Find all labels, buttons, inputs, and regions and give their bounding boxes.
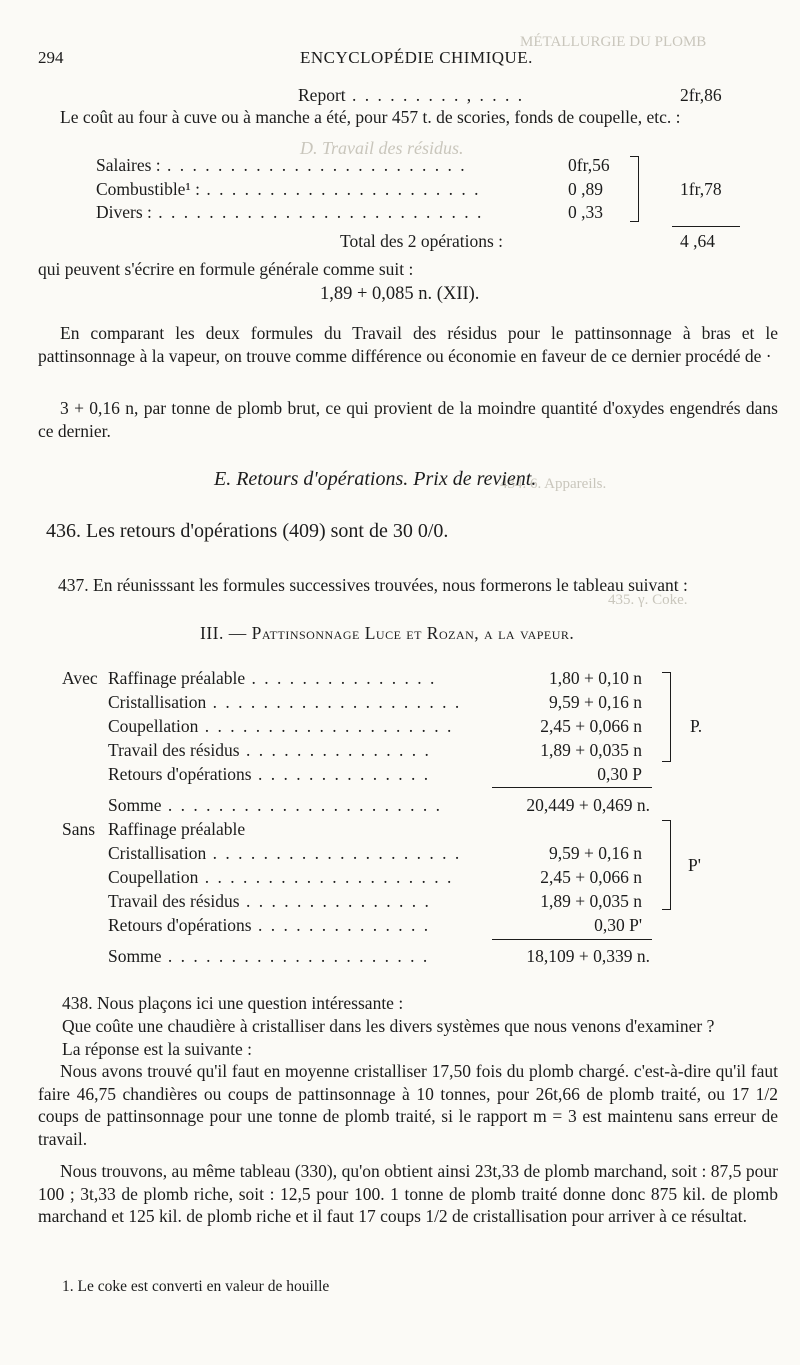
table-row-value: 1,80 + 0,10 n bbox=[549, 668, 642, 688]
table-row-label: Retours d'opérations . . . . . . . . . . . . . . bbox=[108, 764, 431, 784]
without-brace-label: P' bbox=[688, 855, 701, 875]
without-header: Raffinage préalable bbox=[108, 819, 246, 839]
table-row-label: Raffinage préalable . . . . . . . . . . . . . . . bbox=[108, 668, 437, 688]
table-row-value: 1,89 + 0,035 n bbox=[540, 740, 642, 760]
cost-label-combustible: Combustible¹ : . . . . . . . . . . . . . . . . . . . . . . bbox=[96, 179, 481, 199]
paragraph-plomb-marchand: Nous trouvons, au même tableau (330), qu'on obtient ainsi 23t,33 de plomb marchand, soit : 87,5 pour 100 ; 3t,33 de plomb riche, soit : 12,5 pour 100. 1 tonne de plomb traité donne donc 875 kil. de plomb marchand et 125 kil. de plomb riche et il faut 17 coups 1/2 de cristallisation pour arriver à ce résultat. bbox=[38, 1161, 778, 1226]
report-value: 2fr,86 bbox=[680, 85, 722, 105]
table-row-label: Coupellation . . . . . . . . . . . . . . . . . . . . bbox=[108, 716, 454, 736]
table-row-value: 9,59 + 0,16 n bbox=[549, 843, 642, 863]
total-value: 4 ,64 bbox=[680, 231, 715, 251]
without-sum-label: Somme . . . . . . . . . . . . . . . . . . . . . bbox=[108, 946, 430, 966]
without-brace bbox=[662, 820, 671, 910]
table-row-label: Travail des résidus . . . . . . . . . . . . . . . bbox=[108, 891, 431, 911]
footnote: 1. Le coke est converti en valeur de houille bbox=[62, 1278, 330, 1295]
total-label: Total des 2 opérations : bbox=[340, 231, 504, 251]
total-rule bbox=[672, 226, 740, 227]
table-row-value: 2,45 + 0,066 n bbox=[540, 867, 642, 887]
table-row-label: Cristallisation . . . . . . . . . . . . . . . . . . . . bbox=[108, 843, 462, 863]
formula-intro: qui peuvent s'écrire en formule générale comme suit : bbox=[38, 259, 414, 279]
without-prefix: Sans bbox=[62, 819, 96, 839]
costs-brace-value: 1fr,78 bbox=[680, 179, 722, 199]
paragraph-437: 437. En réunisssant les formules successives trouvées, nous formerons le tableau suivant : bbox=[58, 575, 688, 595]
bleed-through-text: 434. 6. Appareils. bbox=[500, 476, 607, 492]
with-sum-rule bbox=[492, 787, 652, 788]
cost-value-combustible: 0 ,89 bbox=[568, 179, 603, 199]
with-brace-label: P. bbox=[690, 716, 703, 736]
table-row-value: 0,30 P' bbox=[594, 915, 642, 935]
without-sum-value: 18,109 + 0,339 n. bbox=[526, 946, 650, 966]
comparison-result: 3 + 0,16 n, par tonne de plomb brut, ce qui provient de la moindre quantité d'oxydes engendrés dans ce dernier. bbox=[38, 398, 778, 441]
table-row-value: 2,45 + 0,066 n bbox=[540, 716, 642, 736]
table-row-label: Cristallisation . . . . . . . . . . . . . . . . . . . . bbox=[108, 692, 462, 712]
comparison-paragraph: En comparant les deux formules du Travail des résidus pour le pattinsonnage à bras et le pattinsonnage à la vapeur, on trouve comme différence ou économie en faveur de ce dernier procédé de · bbox=[38, 323, 778, 366]
answer-intro: La réponse est la suivante : bbox=[62, 1039, 253, 1059]
report-label: Report . . . . . . . . . , . . . . bbox=[298, 85, 525, 105]
with-prefix: Avec bbox=[62, 668, 98, 688]
with-sum-label: Somme . . . . . . . . . . . . . . . . . . . . . . bbox=[108, 795, 442, 815]
paragraph-438: 438. Nous plaçons ici une question intéressante : bbox=[62, 993, 404, 1013]
cost-value-salaires: 0fr,56 bbox=[568, 155, 610, 175]
table-row-value: 0,30 P bbox=[597, 764, 642, 784]
bleed-through-text: 435. γ. Coke. bbox=[608, 592, 688, 608]
running-title: ENCYCLOPÉDIE CHIMIQUE. bbox=[300, 48, 533, 67]
cost-value-divers: 0 ,33 bbox=[568, 202, 603, 222]
paragraph-436: 436. Les retours d'opérations (409) sont de 30 0/0. bbox=[46, 520, 449, 542]
table-row-label: Travail des résidus . . . . . . . . . . . . . . . bbox=[108, 740, 431, 760]
costs-brace bbox=[630, 156, 639, 222]
bleed-through-text: D. Travail des résidus. bbox=[300, 138, 464, 158]
table-row-label: Retours d'opérations . . . . . . . . . . . . . . bbox=[108, 915, 431, 935]
table-row-label: Coupellation . . . . . . . . . . . . . . . . . . . . bbox=[108, 867, 454, 887]
with-brace bbox=[662, 672, 671, 762]
section-e-heading: E. Retours d'opérations. Prix de revient. bbox=[214, 468, 537, 490]
without-sum-rule bbox=[492, 939, 652, 940]
page-number: 294 bbox=[38, 48, 64, 67]
table-row-value: 9,59 + 0,16 n bbox=[549, 692, 642, 712]
paragraph-chaudieres: Nous avons trouvé qu'il faut en moyenne cristalliser 17,50 fois du plomb chargé. c'est-à-dire qu'il faut faire 46,75 chandières ou coups de pattinsonnage à 10 tonnes, pour 26t,66 de plomb traité, ou 17 1/2 coups de pattinsonnage pour une tonne de plomb traité, si le rapport m = 3 est maintenu sans erreur de travail. bbox=[38, 1061, 778, 1149]
intro-paragraph: Le coût au four à cuve ou à manche a été, pour 457 t. de scories, fonds de coupelle, etc. : bbox=[60, 107, 681, 127]
bleed-through-text: MÉTALLURGIE DU PLOMB bbox=[520, 34, 707, 50]
formula-xii: 1,89 + 0,085 n. (XII). bbox=[320, 284, 480, 304]
table-title: III. — Pattinsonnage Luce et Rozan, a la vapeur. bbox=[200, 623, 575, 643]
question-text: Que coûte une chaudière à cristalliser dans les divers systèmes que nous venons d'examiner ? bbox=[62, 1016, 715, 1036]
cost-label-divers: Divers : . . . . . . . . . . . . . . . . . . . . . . . . . . bbox=[96, 202, 484, 222]
table-row-value: 1,89 + 0,035 n bbox=[540, 891, 642, 911]
with-sum-value: 20,449 + 0,469 n. bbox=[526, 795, 650, 815]
cost-label-salaires: Salaires : . . . . . . . . . . . . . . . . . . . . . . . . bbox=[96, 155, 467, 175]
